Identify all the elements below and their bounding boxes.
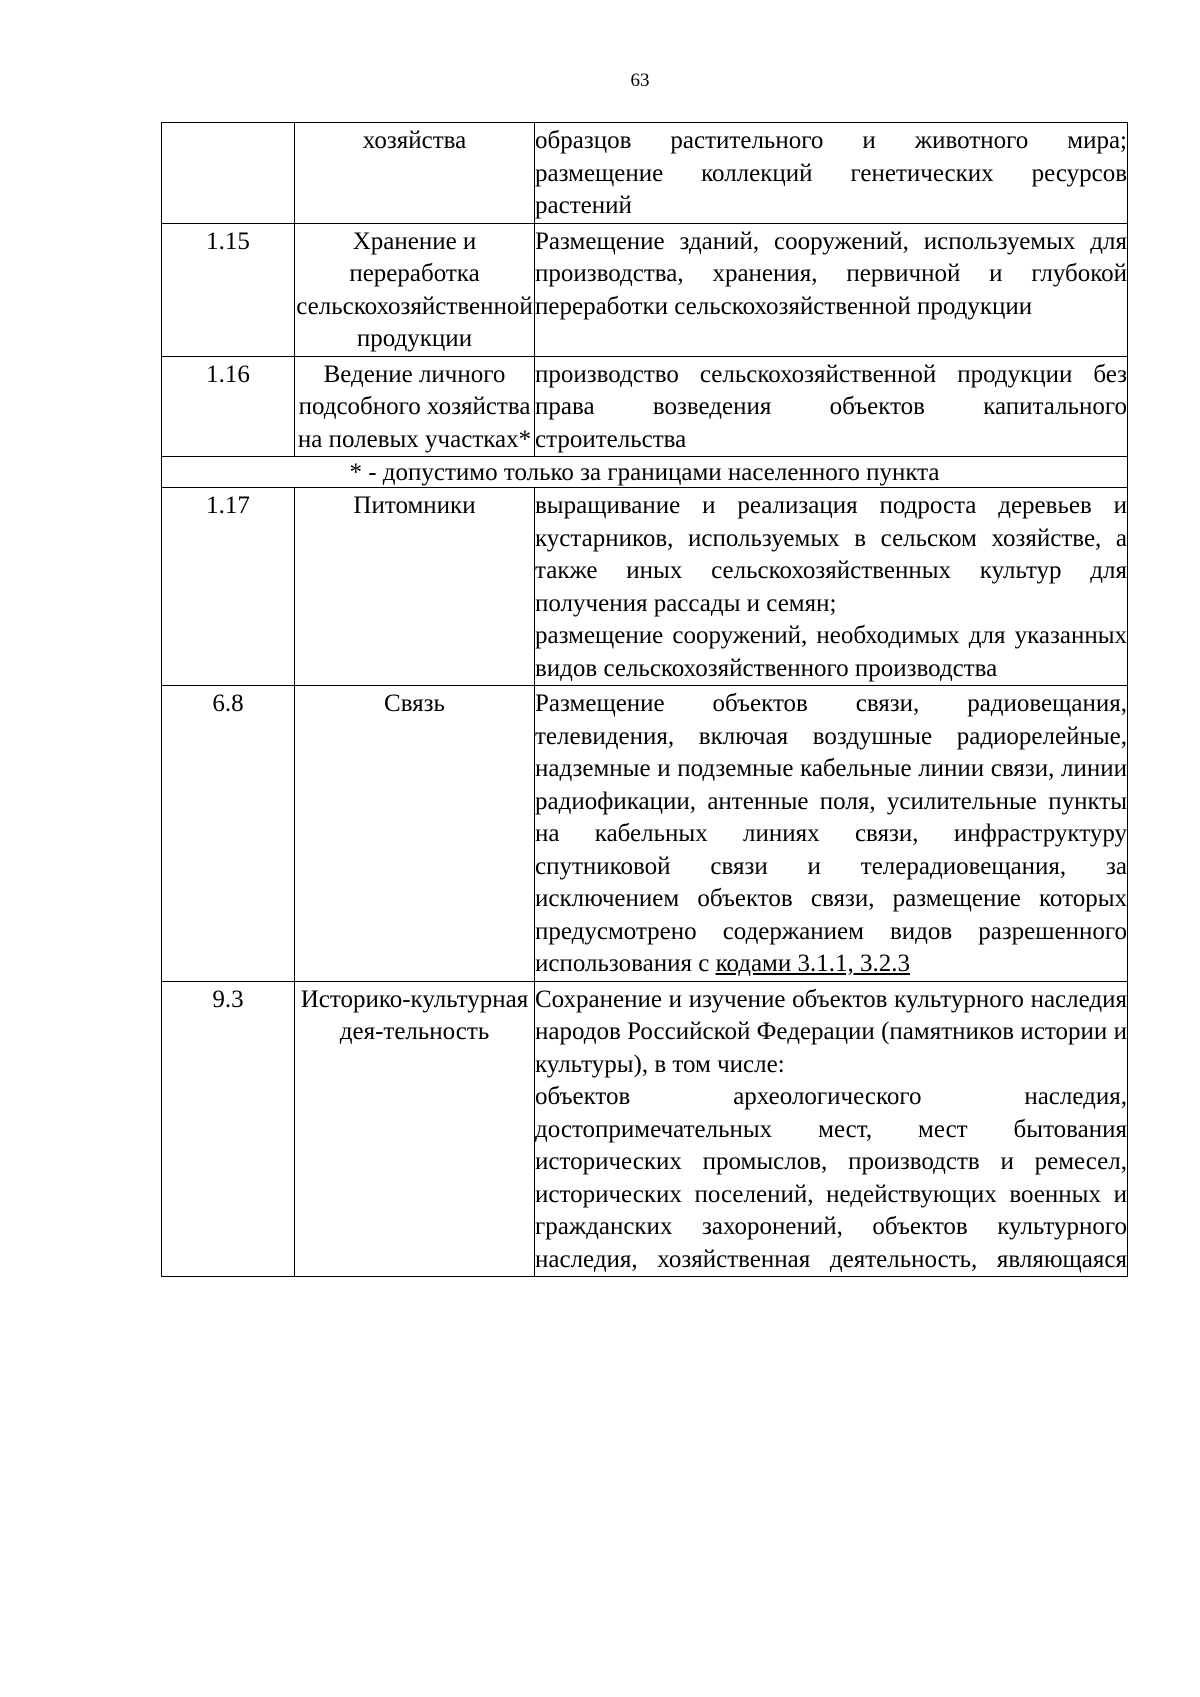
page-number: 63 (630, 70, 650, 91)
row-description (535, 686, 1128, 982)
row-code (162, 123, 295, 224)
row-code: 1.16 (162, 356, 295, 457)
table-row (162, 223, 1128, 356)
table-row (162, 356, 1128, 457)
row-name: Историко-культурная дея-тельность (295, 981, 535, 1277)
description-paragraph: выращивание и реализация подроста деревьев и кустарников, используемых в сельском хозяйстве, а также иных сельскохозяйственных культур для получения рассады и семян; (535, 492, 1127, 617)
row-description (535, 356, 1128, 457)
description-paragraph (535, 688, 1127, 981)
row-description (535, 981, 1128, 1277)
description-paragraph: объектов археологического наследия, достопримечательных мест, мест бытования исторических промыслов, производств и ремесел, исторических поселений, недействующих военных и гражданских захоронений, объектов культурного наследия, хозяйственная деятельность, являющаяся (535, 1083, 1127, 1273)
footnote-row (162, 457, 1128, 488)
codes-reference-link[interactable]: кодами 3.1.1, 3.2.3 (715, 950, 910, 977)
row-description (535, 123, 1128, 224)
row-name: Ведение личного подсобного хозяйства на полевых участках* (295, 356, 535, 457)
row-code: 1.15 (162, 223, 295, 356)
description-paragraph: образцов растительного и животного мира; размещение коллекций генетических ресурсов растений (535, 127, 1127, 219)
description-paragraph: производство сельскохозяйственной продукции без права возведения объектов капитального строительства (535, 360, 1127, 453)
description-paragraph: размещение сооружений, необходимых для указанных видов сельскохозяйственного производства (535, 622, 1127, 682)
row-name: Хранение и переработка сельскохозяйственной продукции (295, 223, 535, 356)
description-text: Размещение объектов связи, радиовещания, телевидения, включая воздушные радиорелейные, надземные и подземные кабельные линии связи, линии радиофикации, антенные поля, усилительные пункты на кабельных линиях связи, инфраструктуру спутниковой связи и телерадиовещания, за исключением объектов связи, размещение которых предусмотрено содержанием видов разрешенного использования с (535, 690, 1127, 977)
table-row (162, 981, 1128, 1277)
land-use-table (161, 122, 1128, 1277)
description-paragraph: Сохранение и изучение объектов культурного наследия народов Российской Федерации (памятников истории и культуры), в том числе: (535, 985, 1127, 1078)
row-code: 6.8 (162, 686, 295, 982)
row-name: хозяйства (295, 123, 535, 224)
table-row (162, 123, 1128, 224)
row-description (535, 223, 1128, 356)
row-name: Связь (295, 686, 535, 982)
row-description (535, 488, 1128, 686)
footnote-text: * - допустимо только за границами населенного пункта (162, 457, 1128, 488)
row-name: Питомники (295, 488, 535, 686)
row-code: 9.3 (162, 981, 295, 1277)
row-code: 1.17 (162, 488, 295, 686)
table-row (162, 488, 1128, 686)
description-paragraph: Размещение зданий, сооружений, используемых для производства, хранения, первичной и глубокой переработки сельскохозяйственной продукции (535, 227, 1127, 320)
table-row (162, 686, 1128, 982)
